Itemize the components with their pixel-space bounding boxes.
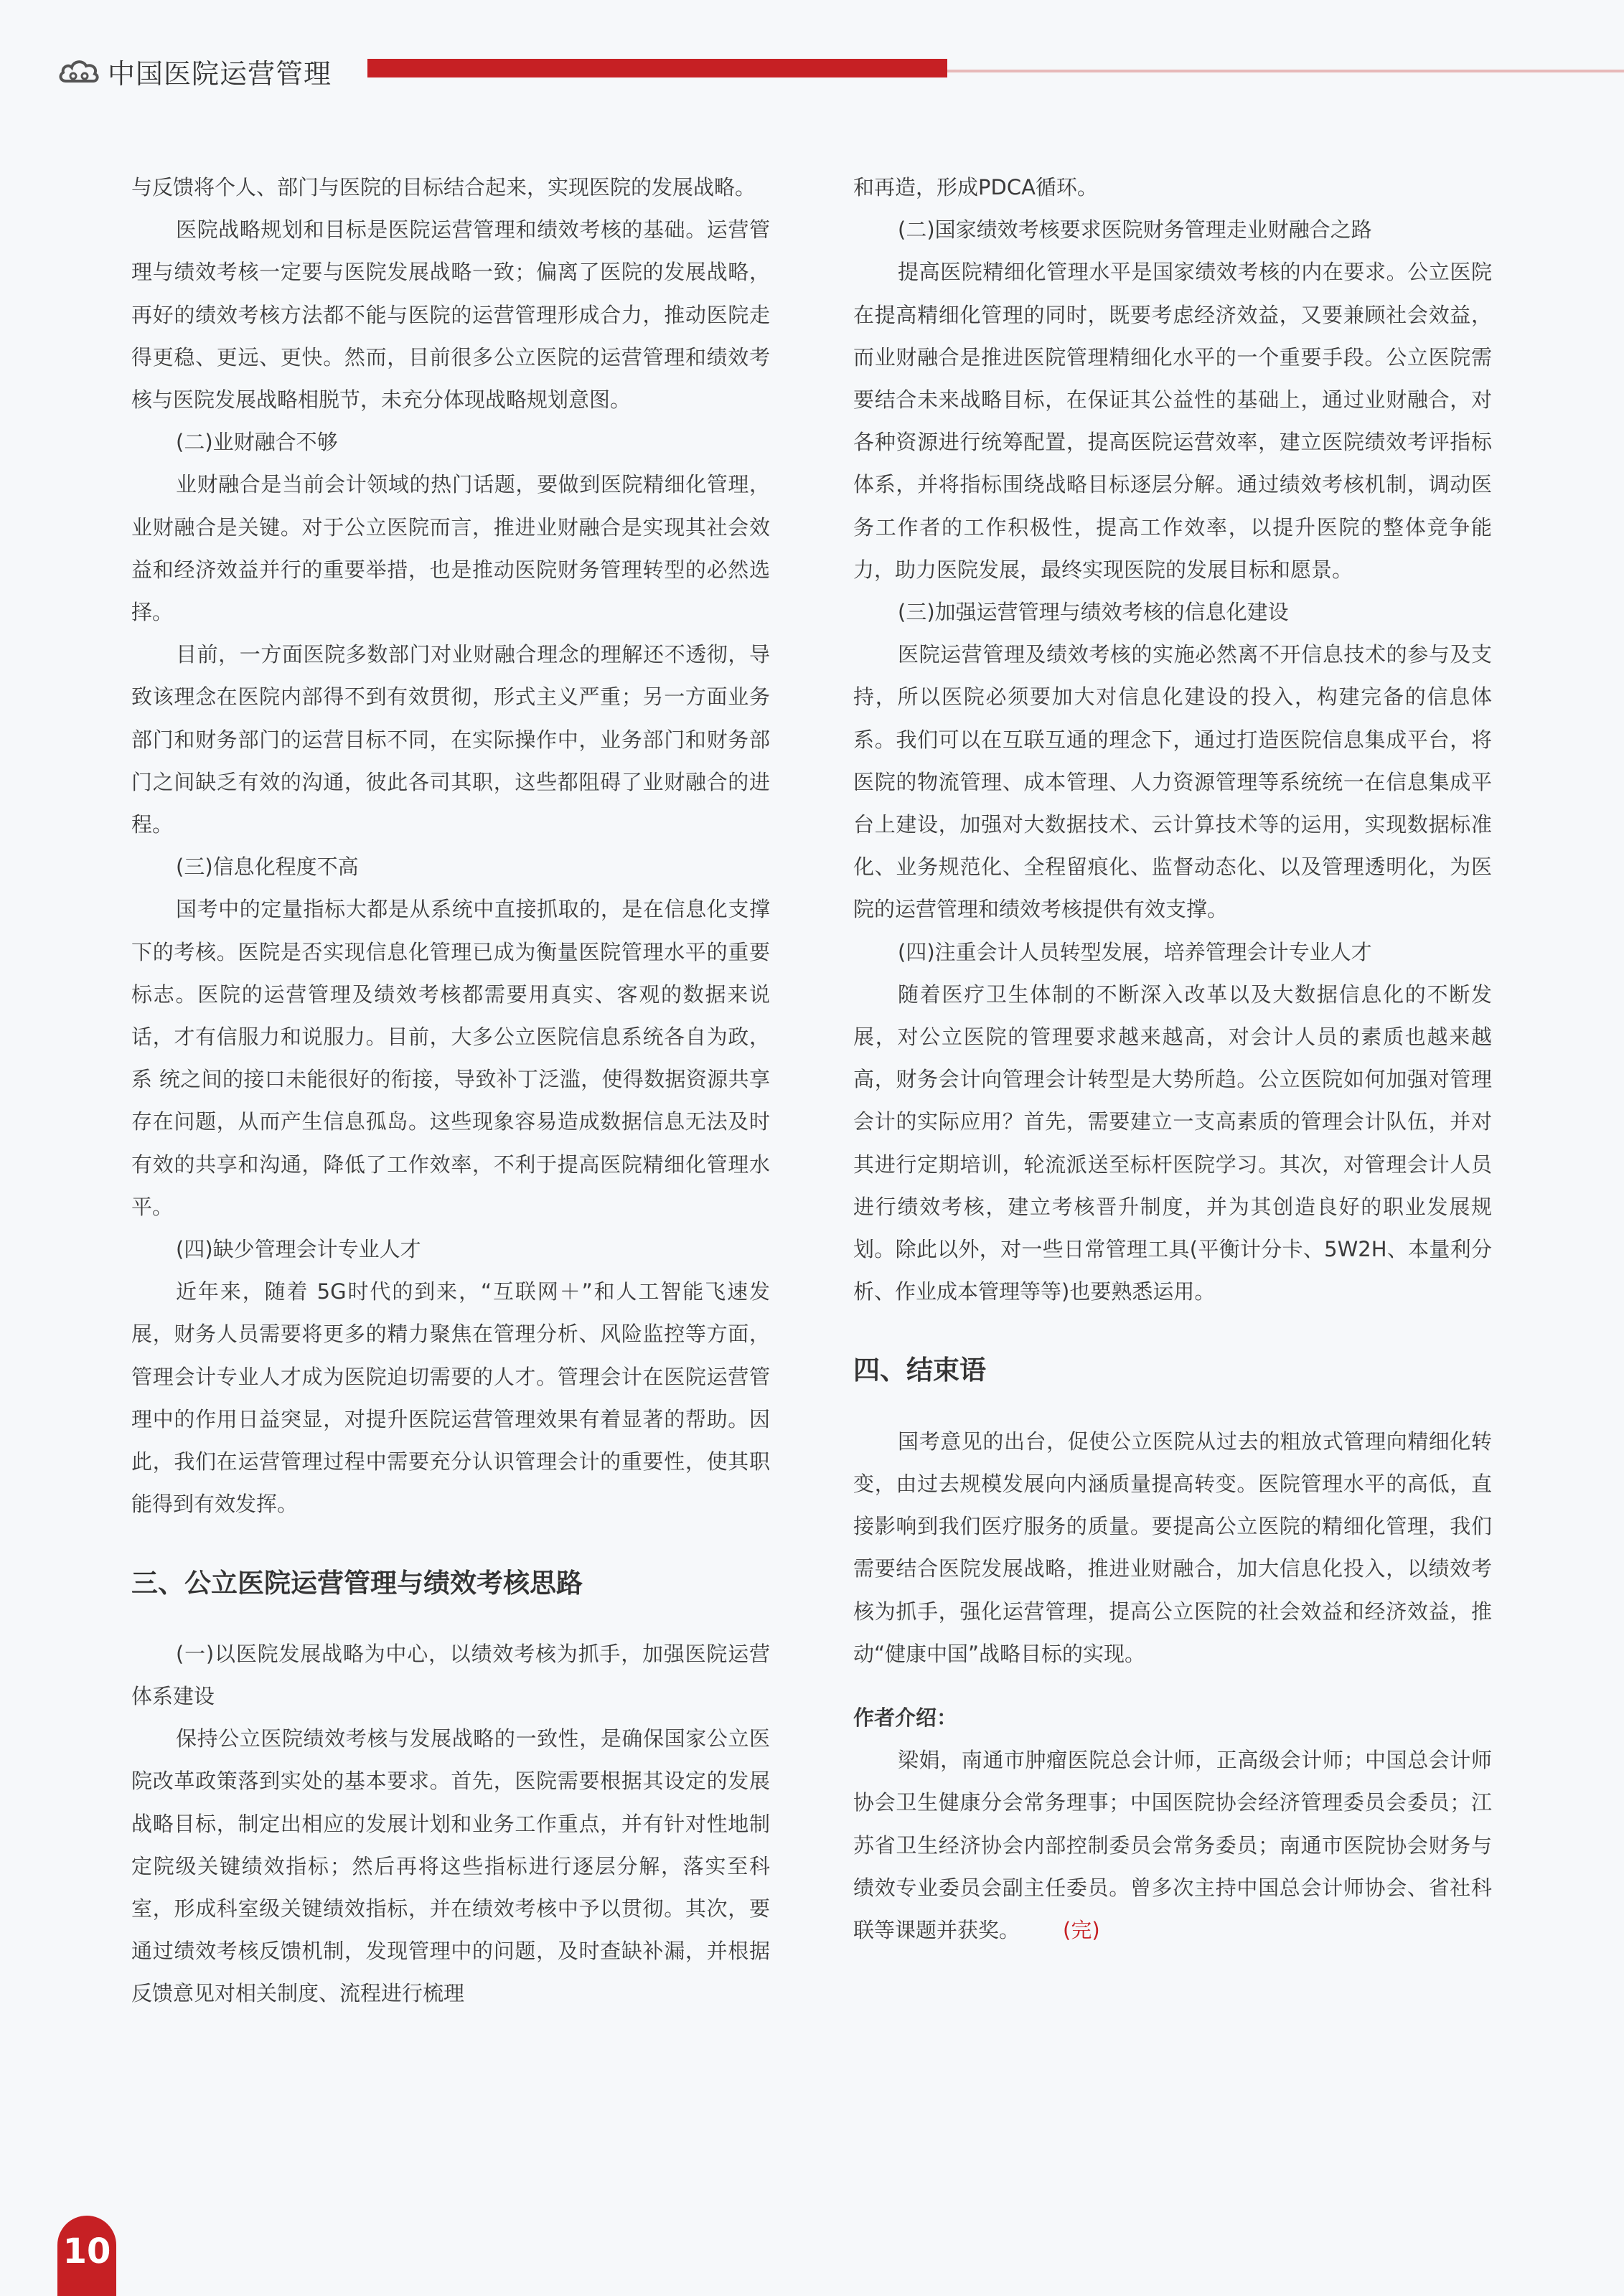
subheading: (一)以医院发展战略为中心，以绩效考核为抓手，加强医院运营体系建设 — [131, 1641, 770, 1708]
paragraph: 保持公立医院绩效考核与发展战略的一致性，是确保国家公立医院改革政策落到实处的基本要求。首先，医院需要根据其设定的发展战略目标，制定出相应的发展计划和业务工作重点，并有针对性地制定院级关键绩效指标；然后再将这些指标进行逐层分解，落实至科室，形成科室级关键绩效指标，并在绩效考核中予以贯彻。其次，要通过绩效考核反馈机制，发现管理中的问题，及时查缺补漏，并根据反馈意见对相关制度、流程进行梳理 — [131, 1726, 770, 2006]
end-mark: (完) — [1063, 1917, 1100, 1942]
page-number: 10 — [57, 2216, 116, 2296]
author-bio — [853, 1739, 1492, 1952]
paragraph: 提高医院精细化管理水平是国家绩效考核的内在要求。公立医院在提高精细化管理的同时，既要考虑经济效益，又要兼顾社会效益，而业财融合是推进医院管理精细化水平的一个重要手段。公立医院需要结合未来战略目标，在保证其公益性的基础上，通过业财融合，对各种资源进行统筹配置，提高医院运营效率，建立医院绩效考评指标体系，并将指标围绕战略目标逐层分解。通过绩效考核机制，调动医务工作者的工作积极性，提高工作效率，以提升医院的整体竞争能力，助力医院发展，最终实现医院的发展目标和愿景。 — [853, 260, 1492, 582]
subheading: (四)注重会计人员转型发展，培养管理会计专业人才 — [898, 939, 1372, 964]
header-accent-bar — [367, 59, 947, 77]
paragraph: 医院运营管理及绩效考核的实施必然离不开信息技术的参与及支持，所以医院必须要加大对信息化建设的投入，构建完备的信息体系。我们可以在互联互通的理念下，通过打造医院信息集成平台，将医院的物流管理、成本管理、人力资源管理等系统统一在信息集成平台上建设，加强对大数据技术、云计算技术等的运用，实现数据标准化、业务规范化、全程留痕化、监督动态化、以及管理透明化，为医院的运营管理和绩效考核提供有效支撑。 — [853, 642, 1492, 922]
subheading: (二)国家绩效考核要求医院财务管理走业财融合之路 — [898, 217, 1372, 243]
section-heading: 四、结束语 — [853, 1355, 986, 1386]
paragraph: 国考中的定量指标大都是从系统中直接抓取的，是在信息化支撑下的考核。医院是否实现信息化管理已成为衡量医院管理水平的重要标志。医院的运营管理及绩效考核都需要用真实、客观的数据来说话，才有信服力和说服力。目前，大多公立医院信息系统各自为政，系 统之间的接口未能很好的衔接，导致补丁泛滥，使得数据资源共享存在问题，从而产生信息孤岛。这些现象容易造成数据信息无法及时有效的共享和沟通，降低了工作效率，不利于提高医院精细化管理水平。 — [131, 897, 770, 1219]
paragraph: 近年来，随着 5G时代的到来，“互联网＋”和人工智能飞速发展，财务人员需要将更多的精力聚焦在管理分析、风险监控等方面，管理会计专业人才成为医院迫切需要的人才。管理会计在医院运营管理中的作用日益突显，对提升医院运营管理效果有着显著的帮助。因此，我们在运营管理过程中需要充分认识管理会计的重要性，使其职能得到有效发挥。 — [131, 1279, 770, 1517]
paragraph: 国考意见的出台，促使公立医院从过去的粗放式管理向精细化转变，由过去规模发展向内涵质量提高转变。医院管理水平的高低，直接影响到我们医疗服务的质量。要提高公立医院的精细化管理，我们需要结合医院发展战略，推进业财融合，加大信息化投入，以绩效考核为抓手，强化运营管理，提高公立医院的社会效益和经济效益，推动“健康中国”战略目标的实现。 — [853, 1429, 1492, 1666]
subheading: (三)加强运营管理与绩效考核的信息化建设 — [898, 600, 1289, 625]
paragraph: 和再造，形成PDCA循环。 — [853, 175, 1098, 199]
magazine-title: 中国医院运营管理 — [108, 57, 332, 90]
magazine-header — [57, 53, 332, 89]
paragraph: 业财融合是当前会计领域的热门话题，要做到医院精细化管理，业财融合是关键。对于公立医院而言，推进业财融合是实现其社会效益和经济效益并行的重要举措，也是推动医院财务管理转型的必然选择。 — [131, 472, 770, 625]
left-column — [131, 166, 770, 2015]
paragraph: 随着医疗卫生体制的不断深入改革以及大数据信息化的不断发展，对公立医院的管理要求越来越高，对会计人员的素质也越来越高，财务会计向管理会计转型是大势所趋。公立医院如何加强对管理会计的实际应用？首先，需要建立一支高素质的管理会计队伍，并对其进行定期培训，轮流派送至标杆医院学习。其次，对管理会计人员进行绩效考核，建立考核晋升制度，并为其创造良好的职业发展规划。除此以外，对一些日常管理工具(平衡计分卡、5W2H、本量利分析、作业成本管理等等)也要熟悉运用。 — [853, 982, 1492, 1304]
subheading: (三)信息化程度不高 — [176, 855, 359, 880]
cloud-logo-icon — [57, 57, 100, 85]
subheading: (二)业财融合不够 — [176, 430, 338, 455]
subheading: (四)缺少管理会计专业人才 — [176, 1237, 421, 1262]
section-heading: 三、公立医院运营管理与绩效考核思路 — [131, 1567, 583, 1599]
header-rule-line — [947, 70, 1624, 72]
paragraph: 目前，一方面医院多数部门对业财融合理念的理解还不透彻，导致该理念在医院内部得不到有效贯彻，形式主义严重；另一方面业务部门和财务部门的运营目标不同，在实际操作中，业务部门和财务部门之间缺乏有效的沟通，彼此各司其职，这些都阻碍了业财融合的进程。 — [131, 642, 770, 837]
author-bio-text: 梁娟，南通市肿瘤医院总会计师，正高级会计师；中国总会计师协会卫生健康分会常务理事；中国医院协会经济管理委员会委员；江苏省卫生经济协会内部控制委员会常务委员；南通市医院协会财务与绩效专业委员会副主任委员。曾多次主持中国总会计师协会、省社科联等课题并获奖。 — [853, 1748, 1492, 1942]
paragraph: 与反馈将个人、部门与医院的目标结合起来，实现医院的发展战略。 — [131, 175, 756, 199]
paragraph: 医院战略规划和目标是医院运营管理和绩效考核的基础。运营管理与绩效考核一定要与医院发展战略一致；偏离了医院的发展战略，再好的绩效考核方法都不能与医院的运营管理形成合力，推动医院走得更稳、更远、更快。然而，目前很多公立医院的运营管理和绩效考核与医院发展战略相脱节，未充分体现战略规划意图。 — [131, 217, 770, 413]
right-column — [853, 166, 1492, 1952]
author-heading: 作者介绍： — [853, 1705, 958, 1730]
